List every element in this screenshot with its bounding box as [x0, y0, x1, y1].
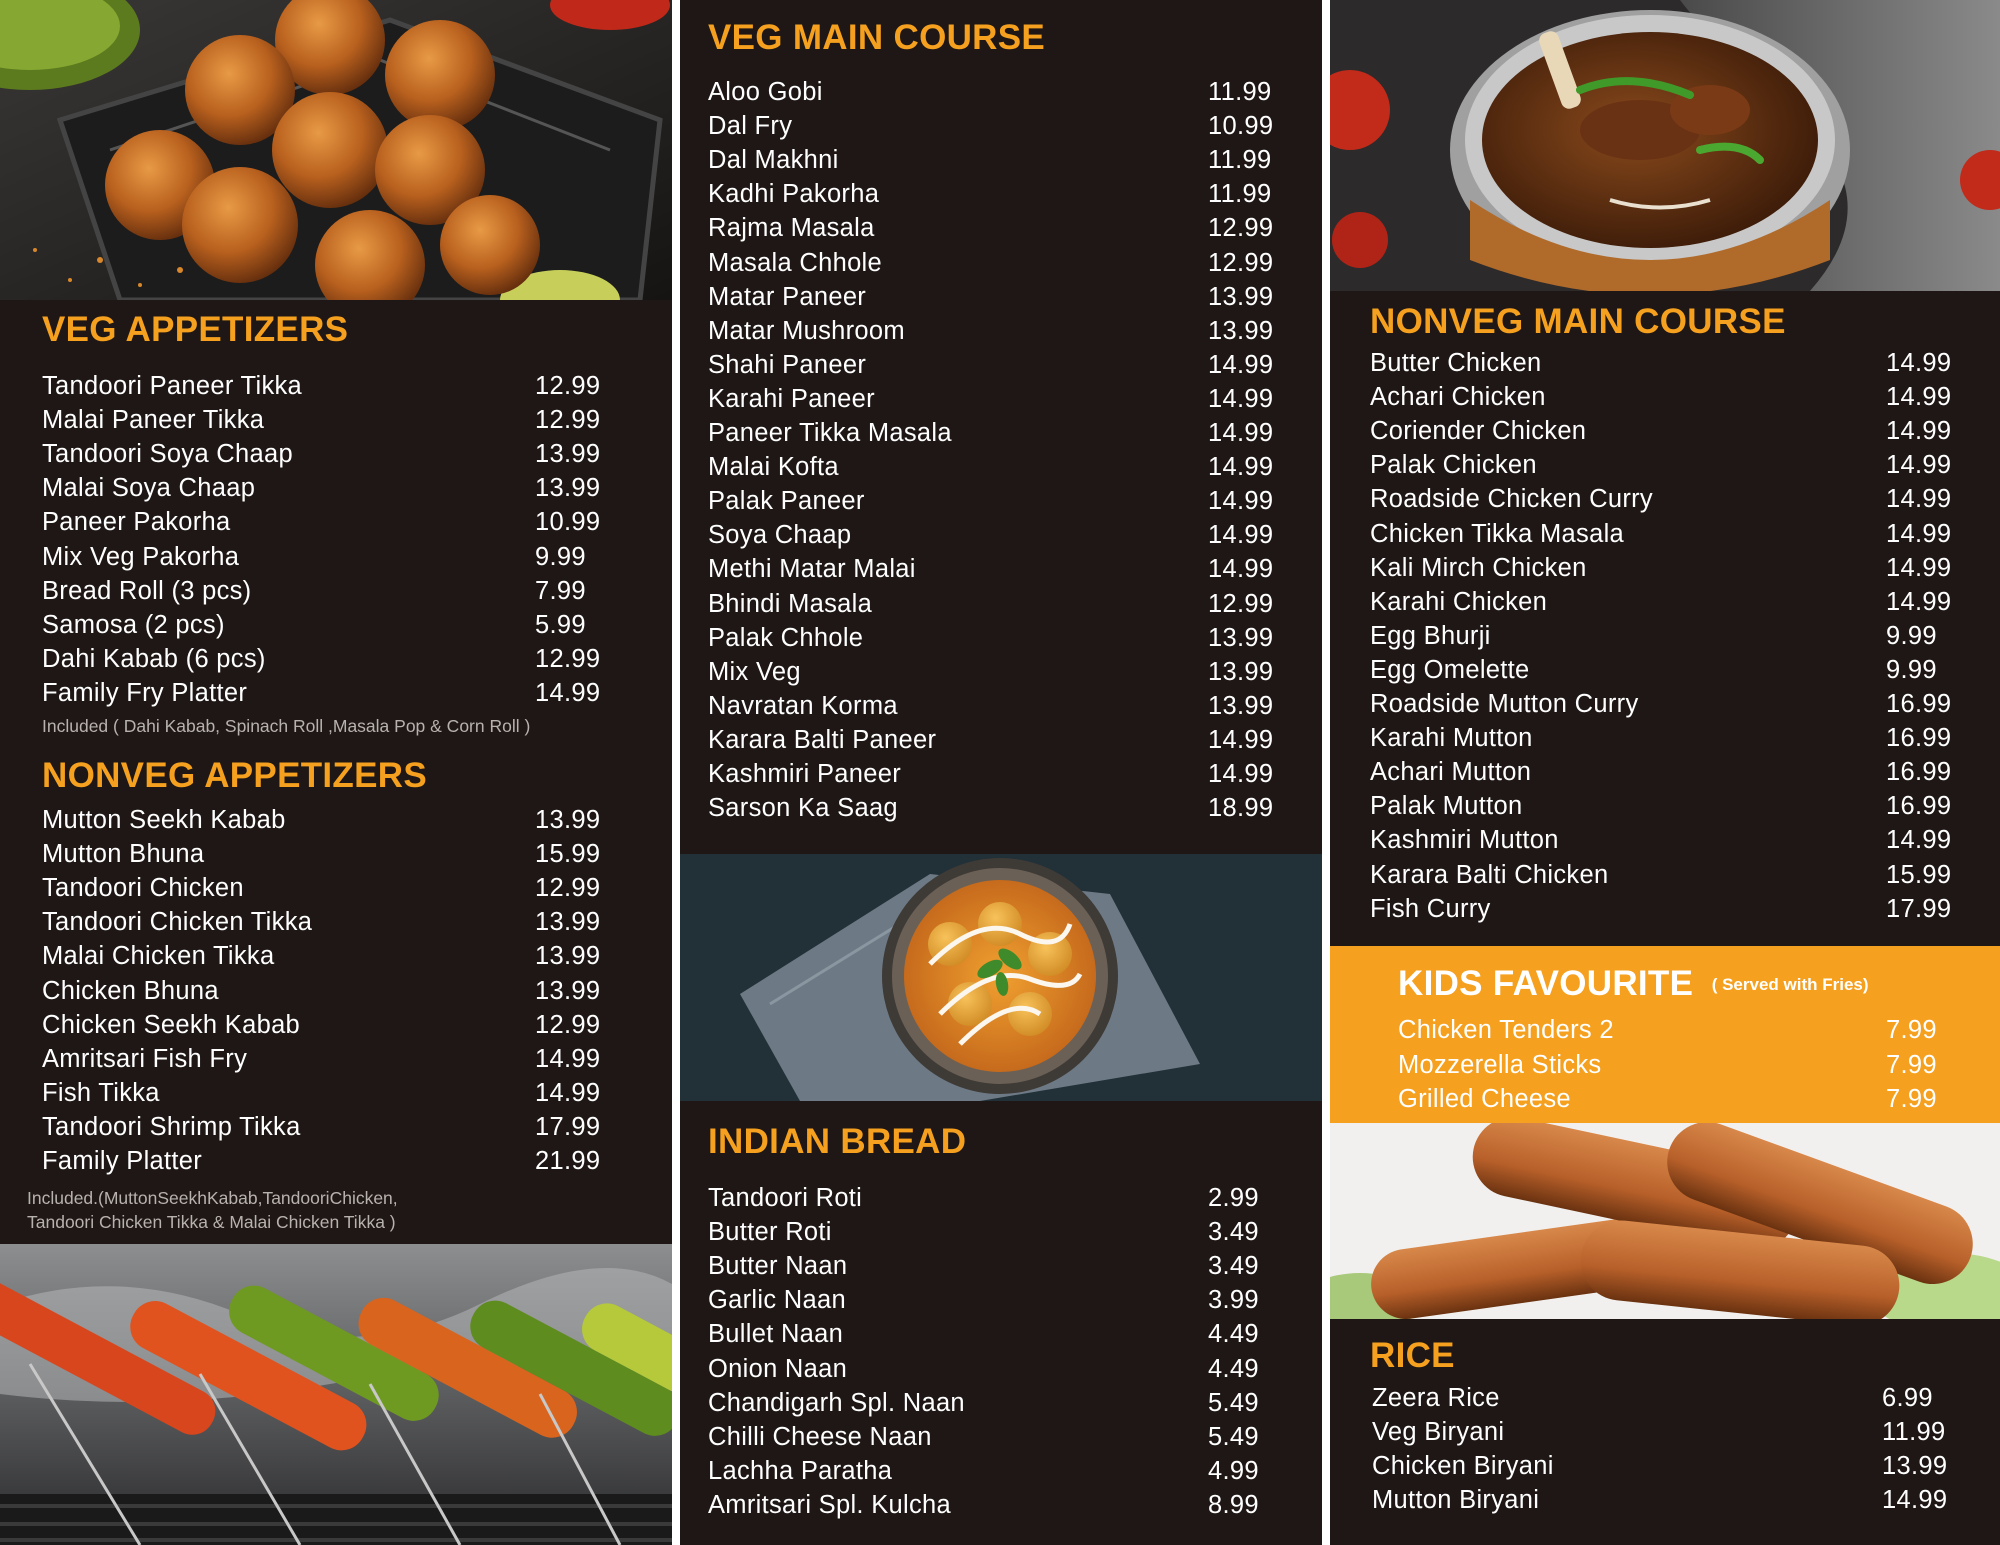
menu-item-price: 14.99	[1886, 349, 1952, 377]
menu-item-price: 14.99	[1886, 417, 1952, 446]
rice-heading: RICE	[1370, 1336, 1455, 1375]
menu-item-row	[1330, 451, 2000, 485]
menu-item-price: 14.99	[1886, 519, 1952, 548]
menu-item-price: 12.99	[535, 406, 601, 435]
menu-item-row	[1330, 1016, 2000, 1050]
menu-item-row	[1330, 1418, 2000, 1452]
menu-item-price: 14.99	[1886, 485, 1952, 514]
menu-item-name: Amritsari Spl. Kulcha	[708, 1490, 951, 1519]
menu-item-name: Chicken Tenders 2	[1398, 1016, 1614, 1044]
menu-item-row	[680, 453, 1322, 487]
menu-item-name: Palak Chicken	[1370, 451, 1537, 480]
menu-item-name: Butter Roti	[708, 1218, 832, 1247]
menu-item-price: 14.99	[1208, 521, 1274, 550]
menu-item-name: Kadhi Pakorha	[708, 180, 880, 209]
kids-favourite-subtitle: ( Served with Fries)	[1711, 975, 1869, 994]
menu-item-price: 7.99	[1886, 1085, 1937, 1113]
menu-item-row	[1330, 690, 2000, 724]
menu-item-price: 12.99	[535, 372, 601, 400]
menu-item-name: Bread Roll (3 pcs)	[42, 576, 252, 605]
menu-item-name: Karara Balti Chicken	[1370, 860, 1609, 889]
menu-item-price: 12.99	[1208, 214, 1274, 243]
menu-item-name: Tandoori Paneer Tikka	[42, 372, 303, 400]
menu-item-row	[1330, 417, 2000, 451]
menu-item-row	[680, 555, 1322, 589]
menu-item-name: Veg Biryani	[1372, 1418, 1505, 1447]
menu-item-name: Roadside Chicken Curry	[1370, 485, 1653, 514]
menu-item-row	[0, 1147, 672, 1181]
fried-snacks-image	[0, 0, 672, 300]
menu-item-price: 13.99	[535, 942, 601, 971]
menu-item-price: 4.49	[1208, 1320, 1259, 1349]
menu-item-price: 16.99	[1886, 758, 1952, 787]
menu-item-price: 13.99	[535, 908, 601, 937]
menu-item-price: 3.49	[1208, 1218, 1259, 1247]
kids-favourite-heading: KIDS FAVOURITE	[1398, 964, 1694, 1003]
menu-item-price: 12.99	[535, 1010, 601, 1039]
menu-item-price: 13.99	[1208, 691, 1274, 720]
menu-item-price: 10.99	[1208, 112, 1274, 141]
kids-favourite-section	[1330, 946, 2000, 1123]
menu-item-price: 9.99	[535, 542, 586, 571]
menu-item-price: 7.99	[535, 576, 586, 605]
menu-item-name: Karahi Mutton	[1370, 724, 1533, 753]
menu-item-row	[680, 385, 1322, 419]
menu-item-name: Methi Matar Malai	[708, 555, 916, 584]
menu-item-name: Palak Paneer	[708, 487, 865, 516]
nonveg-appetizers-heading: NONVEG APPETIZERS	[42, 756, 427, 795]
menu-item-row	[1330, 758, 2000, 792]
menu-item-price: 14.99	[1208, 453, 1274, 482]
menu-item-name: Palak Mutton	[1370, 792, 1523, 821]
menu-item-row	[0, 806, 672, 840]
menu-item-price: 16.99	[1886, 792, 1952, 821]
menu-item-row	[680, 283, 1322, 317]
menu-item-name: Kali Mirch Chicken	[1370, 553, 1587, 582]
menu-item-price: 14.99	[1208, 384, 1274, 413]
menu-item-price: 3.99	[1208, 1286, 1259, 1315]
menu-item-price: 11.99	[1208, 180, 1272, 209]
menu-item-name: Mix Veg	[708, 657, 801, 686]
menu-item-name: Navratan Korma	[708, 691, 898, 720]
menu-item-name: Kashmiri Mutton	[1370, 826, 1559, 855]
menu-item-price: 16.99	[1886, 690, 1952, 718]
menu-item-price: 11.99	[1208, 78, 1272, 106]
menu-item-row	[0, 611, 672, 645]
menu-item-row	[680, 1286, 1322, 1320]
menu-item-row	[680, 1423, 1322, 1457]
nonveg-appetizers-note-2: Tandoori Chicken Tikka & Malai Chicken Tikka )	[27, 1212, 396, 1232]
menu-item-price: 6.99	[1882, 1384, 1933, 1412]
menu-item-row	[0, 577, 672, 611]
menu-item-name: Fish Curry	[1370, 894, 1491, 923]
menu-item-row	[1330, 1486, 2000, 1520]
menu-item-row	[0, 977, 672, 1011]
menu-item-row	[680, 419, 1322, 453]
menu-item-price: 5.49	[1208, 1388, 1259, 1417]
menu-item-price: 8.99	[1208, 1490, 1259, 1519]
menu-item-row	[0, 440, 672, 474]
menu-item-price: 13.99	[535, 976, 601, 1005]
menu-item-name: Zeera Rice	[1372, 1384, 1500, 1412]
menu-item-row	[1330, 861, 2000, 895]
menu-item-row	[1330, 520, 2000, 554]
menu-item-row	[0, 942, 672, 976]
menu-item-row	[680, 487, 1322, 521]
menu-item-row	[1330, 724, 2000, 758]
menu-item-row	[0, 645, 672, 679]
menu-item-row	[680, 1320, 1322, 1354]
menu-item-name: Karahi Paneer	[708, 384, 875, 413]
menu-item-price: 5.99	[535, 610, 586, 639]
menu-item-row	[680, 521, 1322, 555]
menu-item-row	[0, 406, 672, 440]
menu-item-name: Masala Chhole	[708, 248, 882, 277]
veg-appetizers-photo	[0, 0, 672, 300]
menu-item-name: Mix Veg Pakorha	[42, 542, 240, 571]
menu-item-row	[0, 543, 672, 577]
menu-item-row	[1330, 656, 2000, 690]
menu-item-row	[680, 1218, 1322, 1252]
menu-item-price: 14.99	[535, 1044, 601, 1073]
menu-item-row	[0, 372, 672, 406]
menu-item-row	[680, 317, 1322, 351]
menu-item-row	[680, 1491, 1322, 1525]
menu-item-name: Bullet Naan	[708, 1320, 844, 1349]
menu-item-row	[680, 1389, 1322, 1423]
menu-item-name: Palak Chhole	[708, 623, 864, 652]
menu-item-name: Dal Makhni	[708, 146, 839, 175]
menu-item-price: 14.99	[1886, 587, 1952, 616]
menu-item-price: 14.99	[1208, 487, 1274, 516]
menu-item-name: Garlic Naan	[708, 1286, 846, 1315]
menu-column-left	[0, 0, 672, 1545]
menu-item-name: Chicken Biryani	[1372, 1452, 1554, 1481]
menu-item-row	[1330, 349, 2000, 383]
menu-item-price: 11.99	[1882, 1418, 1946, 1447]
menu-item-name: Chicken Tikka Masala	[1370, 519, 1625, 548]
menu-item-name: Dahi Kabab (6 pcs)	[42, 644, 266, 673]
menu-item-row	[1330, 554, 2000, 588]
menu-item-row	[1330, 588, 2000, 622]
menu-item-price: 7.99	[1886, 1050, 1937, 1079]
menu-item-name: Butter Chicken	[1370, 349, 1542, 377]
menu-item-name: Onion Naan	[708, 1354, 848, 1383]
menu-item-name: Karahi Chicken	[1370, 587, 1548, 616]
menu-item-name: Matar Mushroom	[708, 316, 905, 345]
menu-item-price: 13.99	[535, 440, 601, 469]
menu-item-name: Malai Kofta	[708, 453, 839, 482]
menu-item-row	[680, 794, 1322, 828]
seekh-kabab-image	[1330, 1123, 2000, 1319]
menu-item-name: Mutton Bhuna	[42, 840, 205, 869]
menu-item-name: Tandoori Chicken	[42, 874, 244, 903]
menu-item-name: Malai Chicken Tikka	[42, 942, 275, 971]
menu-item-name: Tandoori Chicken Tikka	[42, 908, 313, 937]
menu-item-row	[1330, 792, 2000, 826]
menu-item-price: 13.99	[1208, 316, 1274, 345]
menu-item-price: 14.99	[535, 678, 601, 707]
menu-item-name: Lachha Paratha	[708, 1456, 893, 1485]
menu-item-price: 13.99	[1208, 657, 1274, 686]
menu-item-price: 11.99	[1208, 146, 1272, 175]
menu-item-price: 3.49	[1208, 1252, 1259, 1281]
menu-item-name: Malai Paneer Tikka	[42, 406, 265, 435]
menu-item-row	[0, 508, 672, 542]
nonveg-appetizers-note-1: Included.(MuttonSeekhKabab,TandooriChicken,	[27, 1188, 398, 1208]
menu-item-name: Chilli Cheese Naan	[708, 1422, 932, 1451]
menu-item-row	[0, 908, 672, 942]
menu-item-price: 21.99	[535, 1147, 601, 1175]
menu-item-row	[0, 679, 672, 713]
malai-kofta-image	[680, 854, 1322, 1101]
menu-item-row	[0, 874, 672, 908]
menu-item-name: Family Fry Platter	[42, 678, 248, 707]
menu-item-name: Mutton Biryani	[1372, 1486, 1540, 1515]
menu-item-name: Chicken Bhuna	[42, 976, 219, 1005]
menu-item-price: 13.99	[535, 806, 601, 834]
menu-item-row	[680, 1252, 1322, 1286]
menu-item-price: 17.99	[535, 1112, 601, 1141]
menu-item-name: Fish Tikka	[42, 1078, 160, 1107]
menu-item-price: 14.99	[1886, 383, 1952, 412]
menu-item-row	[680, 351, 1322, 385]
menu-item-name: Mutton Seekh Kabab	[42, 806, 286, 834]
menu-item-row	[680, 1457, 1322, 1491]
menu-item-name: Roadside Mutton Curry	[1370, 690, 1639, 718]
menu-item-name: Grilled Cheese	[1398, 1085, 1571, 1113]
menu-item-name: Amritsari Fish Fry	[42, 1044, 248, 1073]
malai-kofta-photo	[680, 854, 1322, 1101]
menu-item-row	[0, 1079, 672, 1113]
menu-item-price: 18.99	[1208, 794, 1274, 823]
menu-item-name: Aloo Gobi	[708, 78, 823, 106]
menu-item-name: Tandoori Shrimp Tikka	[42, 1112, 301, 1141]
menu-item-name: Family Platter	[42, 1147, 203, 1175]
menu-item-price: 14.99	[1208, 419, 1274, 447]
menu-item-name: Dal Fry	[708, 112, 793, 141]
menu-item-price: 13.99	[1882, 1452, 1948, 1481]
veg-appetizers-heading: VEG APPETIZERS	[42, 310, 349, 349]
menu-item-name: Egg Omelette	[1370, 655, 1530, 684]
menu-item-price: 13.99	[1208, 282, 1274, 311]
menu-item-row	[680, 1184, 1322, 1218]
menu-item-name: Samosa (2 pcs)	[42, 610, 225, 639]
menu-item-row	[1330, 1051, 2000, 1085]
menu-item-price: 14.99	[535, 1078, 601, 1107]
indian-bread-heading: INDIAN BREAD	[708, 1122, 967, 1161]
menu-item-price: 13.99	[1208, 623, 1274, 652]
kids-favourite-title-row	[1398, 964, 1869, 1004]
menu-item-row	[1330, 383, 2000, 417]
menu-item-price: 14.99	[1886, 451, 1952, 480]
menu-item-row	[680, 249, 1322, 283]
menu-item-row	[680, 78, 1322, 112]
menu-item-row	[1330, 1452, 2000, 1486]
menu-item-price: 13.99	[535, 474, 601, 503]
menu-item-price: 15.99	[535, 840, 601, 869]
menu-item-price: 10.99	[535, 508, 601, 537]
menu-item-name: Shahi Paneer	[708, 350, 867, 379]
menu-item-price: 7.99	[1886, 1016, 1937, 1044]
mutton-curry-photo	[1330, 0, 2000, 291]
menu-item-row	[680, 180, 1322, 214]
menu-item-name: Paneer Tikka Masala	[708, 419, 952, 447]
menu-item-row	[0, 1045, 672, 1079]
menu-item-price: 9.99	[1886, 621, 1937, 650]
menu-item-name: Matar Paneer	[708, 282, 867, 311]
menu-item-row	[0, 1113, 672, 1147]
menu-item-price: 4.99	[1208, 1456, 1259, 1485]
menu-item-name: Coriender Chicken	[1370, 417, 1587, 446]
menu-item-name: Achari Chicken	[1370, 383, 1546, 412]
menu-item-price: 14.99	[1208, 725, 1274, 754]
menu-item-row	[1330, 1085, 2000, 1119]
menu-item-row	[680, 726, 1322, 760]
menu-item-name: Tandoori Soya Chaap	[42, 440, 293, 469]
menu-item-row	[680, 112, 1322, 146]
menu-item-row	[1330, 485, 2000, 519]
menu-item-price: 9.99	[1886, 655, 1937, 684]
kebab-photo	[0, 1244, 672, 1545]
menu-item-name: Tandoori Roti	[708, 1184, 863, 1212]
menu-item-price: 14.99	[1208, 555, 1274, 584]
menu-item-name: Egg Bhurji	[1370, 621, 1491, 650]
menu-item-price: 15.99	[1886, 860, 1952, 889]
menu-item-price: 16.99	[1886, 724, 1952, 753]
menu-item-row	[680, 146, 1322, 180]
menu-item-name: Rajma Masala	[708, 214, 875, 243]
menu-item-name: Butter Naan	[708, 1252, 848, 1281]
menu-item-row	[1330, 1384, 2000, 1418]
menu-item-price: 14.99	[1886, 553, 1952, 582]
menu-item-name: Achari Mutton	[1370, 758, 1532, 787]
menu-item-row	[680, 760, 1322, 794]
menu-item-price: 12.99	[1208, 589, 1274, 618]
menu-item-row	[680, 214, 1322, 248]
menu-column-right	[1330, 0, 2000, 1545]
menu-column-middle	[680, 0, 1322, 1545]
menu-item-name: Sarson Ka Saag	[708, 794, 898, 823]
menu-item-price: 2.99	[1208, 1184, 1259, 1212]
menu-item-row	[680, 692, 1322, 726]
menu-item-name: Paneer Pakorha	[42, 508, 231, 537]
menu-item-row	[0, 1011, 672, 1045]
menu-item-row	[1330, 826, 2000, 860]
menu-item-name: Chandigarh Spl. Naan	[708, 1388, 965, 1417]
menu-item-row	[680, 590, 1322, 624]
menu-item-name: Kashmiri Paneer	[708, 760, 901, 788]
menu-item-price: 5.49	[1208, 1422, 1259, 1451]
menu-item-row	[1330, 622, 2000, 656]
menu-item-price: 14.99	[1208, 350, 1274, 379]
menu-item-price: 17.99	[1886, 894, 1952, 923]
menu-item-price: 12.99	[535, 644, 601, 673]
grilled-kebab-image	[0, 1244, 672, 1545]
menu-item-price: 12.99	[1208, 248, 1274, 277]
menu-item-price: 14.99	[1882, 1486, 1948, 1515]
menu-item-name: Soya Chaap	[708, 521, 852, 550]
menu-item-row	[680, 658, 1322, 692]
menu-item-name: Karara Balti Paneer	[708, 725, 937, 754]
menu-item-row	[680, 1355, 1322, 1389]
nonveg-main-course-heading: NONVEG MAIN COURSE	[1370, 302, 1786, 341]
menu-item-price: 4.49	[1208, 1354, 1259, 1383]
menu-item-name: Chicken Seekh Kabab	[42, 1010, 301, 1039]
menu-item-name: Mozzerella Sticks	[1398, 1050, 1602, 1079]
menu-item-row	[1330, 895, 2000, 929]
seekh-kabab-photo	[1330, 1123, 2000, 1319]
menu-item-price: 12.99	[535, 874, 601, 903]
menu-item-row	[0, 474, 672, 508]
veg-main-course-heading: VEG MAIN COURSE	[708, 18, 1046, 57]
menu-item-row	[0, 840, 672, 874]
menu-item-price: 14.99	[1208, 760, 1274, 788]
menu-item-row	[680, 624, 1322, 658]
veg-appetizers-note: Included ( Dahi Kabab, Spinach Roll ,Masala Pop & Corn Roll )	[42, 716, 531, 736]
menu-item-name: Malai Soya Chaap	[42, 474, 256, 503]
menu-item-price: 14.99	[1886, 826, 1952, 855]
mutton-curry-image	[1330, 0, 2000, 291]
menu-item-name: Bhindi Masala	[708, 589, 873, 618]
